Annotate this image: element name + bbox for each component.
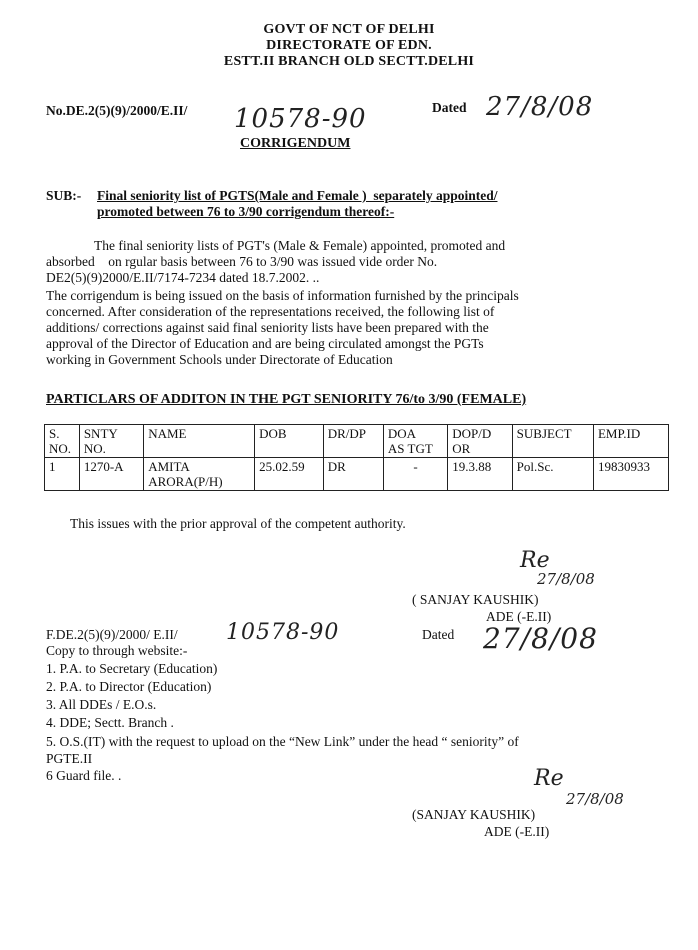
particulars-heading: PARTICLARS OF ADDITON IN THE PGT SENIORITY 76/to 3/90 (FEMALE) xyxy=(46,392,527,407)
header-drdp-l1: DR/DP xyxy=(327,426,366,441)
date-handwritten: 27/8/08 xyxy=(486,92,594,122)
copy-item-3: 3. All DDEs / E.O.s. xyxy=(46,697,157,712)
header-line-1: GOVT OF NCT OF DELHI xyxy=(263,22,435,37)
header-subject-l1: SUBJECT xyxy=(516,426,572,441)
paragraph-1-line-2: absorbed on rgular basis between 76 to 3/90 was issued vide order No. xyxy=(46,254,438,269)
subject-line-2: promoted between 76 to 3/90 corrigendum thereof:- xyxy=(97,204,395,219)
signature-2-designation: ADE (-E.II) xyxy=(484,824,550,839)
paragraph-2-line-5: working in Government Schools under Directorate of Education xyxy=(46,352,393,367)
cell-name-l1: AMITA xyxy=(148,459,190,474)
copy-dated-label: Dated xyxy=(422,627,455,642)
cell-snty: 1270-A xyxy=(79,458,143,491)
paragraph-2-line-4: approval of the Director of Education and are being circulated amongst the PGTs xyxy=(46,336,484,351)
paragraph-1-line-3: DE2(5)(9)2000/E.II/7174-7234 dated 18.7.2002. .. xyxy=(46,270,320,285)
signature-1-name: ( SANJAY KAUSHIK) xyxy=(412,592,539,607)
header-name-l1: NAME xyxy=(148,426,187,441)
header-name xyxy=(144,425,255,458)
cell-name xyxy=(144,458,255,491)
cell-doa: - xyxy=(383,458,447,491)
header-dob xyxy=(255,425,324,458)
dated-label: Dated xyxy=(432,100,467,115)
header-doa xyxy=(383,425,447,458)
cell-sno: 1 xyxy=(45,458,80,491)
signature-2-name: (SANJAY KAUSHIK) xyxy=(412,807,536,822)
paragraph-2-line-3: additions/ corrections against said final seniority lists have been prepared with the xyxy=(46,320,489,335)
copy-item-6: 6 Guard file. . xyxy=(46,768,122,783)
signature-1-date: 27/8/08 xyxy=(537,570,595,588)
signature-1-initial: Re xyxy=(520,548,550,573)
cell-dob: 25.02.59 xyxy=(255,458,324,491)
header-dop-l2: OR xyxy=(452,441,471,456)
reference-number-handwritten: 10578-90 xyxy=(234,104,367,134)
header-dop-l1: DOP/D xyxy=(452,426,492,441)
copy-intro: Copy to through website:- xyxy=(46,643,188,658)
reference-number-label: No.DE.2(5)(9)/2000/E.II/ xyxy=(46,103,188,118)
approval-note: This issues with the prior approval of the competent authority. xyxy=(70,516,406,531)
copy-item-4: 4. DDE; Sectt. Branch . xyxy=(46,715,174,730)
cell-dop: 19.3.88 xyxy=(448,458,512,491)
cell-drdp: DR xyxy=(323,458,383,491)
signature-2-date: 27/8/08 xyxy=(566,790,624,808)
header-snty-l1: SNTY xyxy=(83,426,118,441)
header-snty-l2: NO. xyxy=(83,441,106,456)
copy-ref-handwritten: 10578-90 xyxy=(226,620,340,645)
subject-label: SUB:- xyxy=(46,188,82,203)
copy-date-handwritten: 27/8/08 xyxy=(483,622,598,655)
header-doa-l2: AS TGT xyxy=(387,441,433,456)
signature-1-designation: ADE (-E.II) xyxy=(486,609,552,624)
header-empid xyxy=(593,425,668,458)
paragraph-2-line-2: concerned. After consideration of the representations received, the following list of xyxy=(46,304,495,319)
copy-item-1: 1. P.A. to Secretary (Education) xyxy=(46,661,218,676)
signature-2-initial: Re xyxy=(534,766,564,791)
seniority-table xyxy=(44,424,669,491)
copy-item-5: 5. O.S.(IT) with the request to upload on the “New Link” under the head “ seniority” of xyxy=(46,734,519,749)
cell-empid: 19830933 xyxy=(593,458,668,491)
header-empid-l1: EMP.ID xyxy=(597,426,641,441)
header-doa-l1: DOA xyxy=(387,426,417,441)
cell-subject: Pol.Sc. xyxy=(512,458,593,491)
subject-line-1: Final seniority list of PGTS(Male and Female ) separately appointed/ xyxy=(97,188,498,203)
copy-ref-label: F.DE.2(5)(9)/2000/ E.II/ xyxy=(46,627,178,642)
paragraph-1-line-1: The final seniority lists of PGT's (Male & Female) appointed, promoted and xyxy=(94,238,506,253)
cell-name-l2: ARORA(P/H) xyxy=(148,474,223,489)
header-sno-l2: NO. xyxy=(49,441,72,456)
header-subject xyxy=(512,425,593,458)
header-snty xyxy=(79,425,143,458)
header-drdp xyxy=(323,425,383,458)
header-sno xyxy=(45,425,80,458)
header-line-2: DIRECTORATE OF EDN. xyxy=(266,38,432,53)
header-line-3: ESTT.II BRANCH OLD SECTT.DELHI xyxy=(223,54,475,69)
header-dob-l1: DOB xyxy=(259,426,287,441)
table-header-row xyxy=(45,425,669,458)
header-sno-l1: S. xyxy=(49,426,60,441)
header-dop xyxy=(448,425,512,458)
table-row xyxy=(45,458,669,491)
paragraph-2-line-1: The corrigendum is being issued on the basis of information furnished by the principals xyxy=(46,288,519,303)
copy-item-5-continued: PGTE.II xyxy=(46,751,93,766)
corrigendum-title: CORRIGENDUM xyxy=(240,136,351,151)
copy-item-2: 2. P.A. to Director (Education) xyxy=(46,679,212,694)
